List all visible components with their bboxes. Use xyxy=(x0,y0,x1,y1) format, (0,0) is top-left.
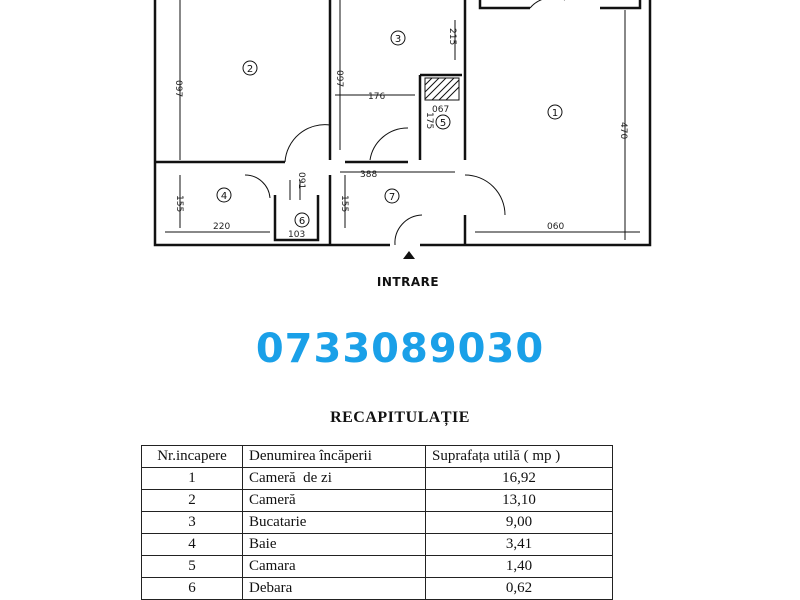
room-name-cell: Cameră xyxy=(243,490,426,512)
dim-label: 097 xyxy=(173,80,183,98)
dim-label: 103 xyxy=(288,230,306,240)
room-number-cell: 6 xyxy=(142,578,243,600)
entrance-label: INTRARE xyxy=(376,275,440,289)
room-1-number: 1 xyxy=(551,108,559,119)
room-area-cell: 16,92 xyxy=(426,468,613,490)
room-4-number: 4 xyxy=(220,191,228,202)
entrance-arrow-icon xyxy=(403,251,415,259)
table-row xyxy=(142,534,613,556)
dim-label: 155 xyxy=(174,195,184,213)
dim-label: 097 xyxy=(334,70,344,88)
room-name-cell: Camara xyxy=(243,556,426,578)
room-name-cell: Cameră de zi xyxy=(243,468,426,490)
room-name-cell: Bucatarie xyxy=(243,512,426,534)
recap-title: RECAPITULAȚIE xyxy=(330,409,470,426)
table-row xyxy=(142,556,613,578)
room-2-number: 2 xyxy=(246,64,254,75)
room-number-cell: 1 xyxy=(142,468,243,490)
header-area: Suprafața utilă ( mp ) xyxy=(426,446,613,468)
room-area-cell: 0,62 xyxy=(426,578,613,600)
dim-label: 176 xyxy=(368,92,386,102)
dim-label: 091 xyxy=(296,172,306,190)
room-6-number: 6 xyxy=(298,216,306,227)
table-row xyxy=(142,468,613,490)
room-5-number: 5 xyxy=(439,118,447,129)
room-number-cell: 2 xyxy=(142,490,243,512)
dim-label: 470 xyxy=(618,122,628,140)
dim-label: 060 xyxy=(547,222,565,232)
dim-label: 175 xyxy=(424,112,434,130)
table-header-row xyxy=(142,446,613,468)
room-number-cell: 4 xyxy=(142,534,243,556)
room-number-cell: 3 xyxy=(142,512,243,534)
dim-label: 155 xyxy=(339,195,349,213)
dim-label: 067 xyxy=(432,105,450,115)
room-3-number: 3 xyxy=(394,34,402,45)
table-row xyxy=(142,578,613,600)
room-area-cell: 13,10 xyxy=(426,490,613,512)
room-area-cell: 9,00 xyxy=(426,512,613,534)
dim-label: 220 xyxy=(213,222,231,232)
dim-label: 215 xyxy=(447,28,457,46)
header-room-number: Nr.incapere xyxy=(142,446,243,468)
room-name-cell: Debara xyxy=(243,578,426,600)
phone-number: 0733089030 xyxy=(255,326,545,372)
dim-label: 388 xyxy=(360,170,378,180)
table-row xyxy=(142,490,613,512)
room-name-cell: Baie xyxy=(243,534,426,556)
room-number-cell: 5 xyxy=(142,556,243,578)
room-area-cell: 1,40 xyxy=(426,556,613,578)
header-room-name: Denumirea încăperii xyxy=(243,446,426,468)
room-area-cell: 3,41 xyxy=(426,534,613,556)
room-7-number: 7 xyxy=(388,192,396,203)
table-row xyxy=(142,512,613,534)
recap-table xyxy=(141,445,613,600)
